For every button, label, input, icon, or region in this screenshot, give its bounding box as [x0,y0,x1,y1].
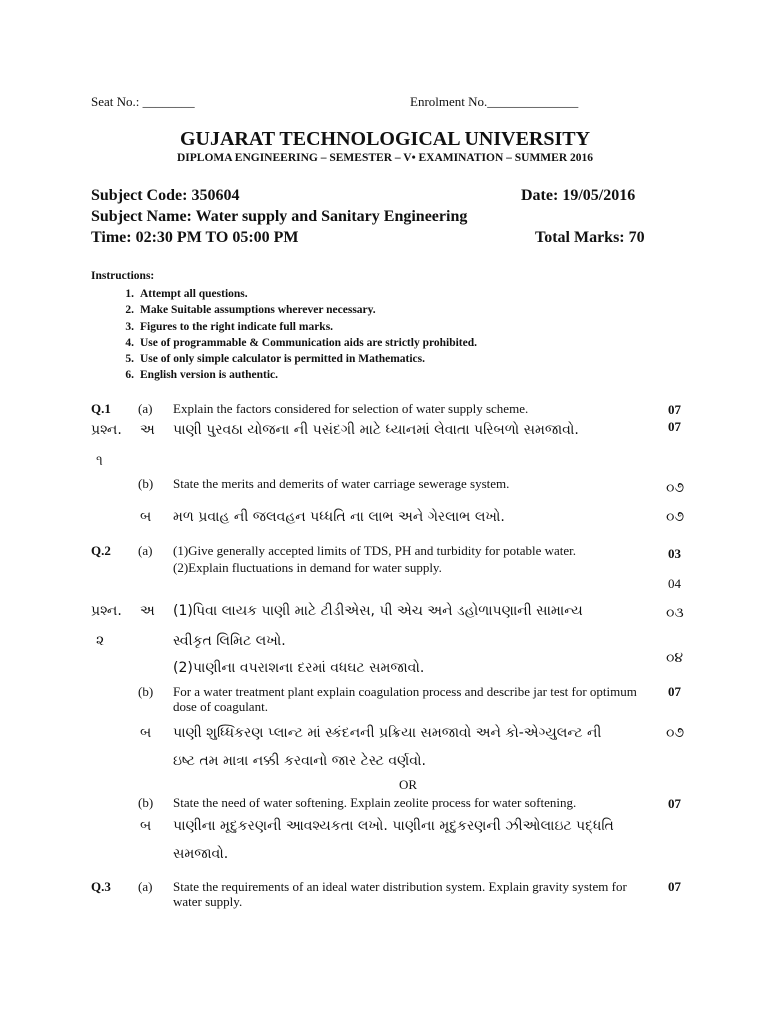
instructions-heading: Instructions: [91,270,155,282]
instruction-item: 6. English version is authentic. [125,369,279,382]
q1-a-label-gu: અ [140,422,155,438]
seat-no: Seat No.: ________ [91,94,195,109]
q2-label: Q.2 [91,543,111,558]
q2-b-text: For a water treatment plant explain coagulation process and describe jar test for optimum dose of coagulant. [173,684,637,714]
q2-a-text2: (2)Explain fluctuations in demand for water supply. [173,560,442,575]
q2-a-marks-gu1: ૦૩ [666,605,684,621]
exam-time: Time: 02:30 PM TO 05:00 PM [91,229,299,246]
q1-b-text-gu: મળ પ્રવાહ ની જલવહન પધ્ધતિ ના લાભ અને ગેરલાભ લખો. [173,509,505,525]
q2-num-gu: ૨ [96,633,105,649]
q2-a-marks-gu2: ૦૪ [666,650,684,666]
q1-a-text-gu: પાણી પુરવઠા યોજના ની પસંદગી માટે ધ્યાનમાં લેવાતા પરિબળો સમજાવો. [173,422,579,438]
q2-b-marks-gu: ૦૭ [666,725,685,741]
q2-a-marks1: 03 [668,546,681,561]
q1-label: Q.1 [91,401,111,416]
subject-name: Subject Name: Water supply and Sanitary Engineering [91,208,468,225]
q1-b-text: State the merits and demerits of water carriage sewerage system. [173,476,510,491]
q2-b2-text-gu1: પાણીના મૃદુકરણની આવશ્યકતા લખો. પાણીના મૃદુકરણની ઝીઓલાઇટ પદ્ધતિ [173,818,614,834]
q2-b-text-gu1: પાણી શુધ્ધિકરણ પ્લાન્ટ માં સ્કંદનની પ્રક્રિયા સમજાવો અને કો-એગ્યુલન્ટ ની [173,725,602,741]
q1-a-marks: 07 [668,402,681,417]
q2-b-label-gu: બ [140,725,152,741]
exam-title: DIPLOMA ENGINEERING – SEMESTER – V• EXAMINATION – SUMMER 2016 [176,152,594,164]
exam-date: Date: 19/05/2016 [521,187,636,204]
instruction-item: 5. Use of only simple calculator is permitted in Mathematics. [125,353,426,366]
enrolment-no: Enrolment No.______________ [410,94,579,109]
q2-label-gu: પ્રશ્ન. [91,603,122,619]
q3-a-label: (a) [138,879,153,894]
q1-a-text: Explain the factors considered for selection of water supply scheme. [173,401,529,416]
total-marks: Total Marks: 70 [535,229,645,246]
q2-b2-text-gu2: સમજાવો. [173,846,229,862]
q1-num-gu: ૧ [96,453,103,469]
q1-b-label-gu: બ [140,509,152,525]
instruction-item: 2. Make Suitable assumptions wherever necessary. [125,304,376,317]
q1-a-marks-gu: 07 [668,419,681,434]
instruction-item: 1. Attempt all questions. [125,288,248,300]
q2-b-text-gu2: ઇષ્ટ તમ માત્રા નક્કી કરવાનો જાર ટેસ્ટ વર્ણવો. [173,753,426,769]
q2-a-text-gu1: (1)પિવા લાયક પાણી માટે ટીડીએસ, પી એચ અને ડહોળાપણાની સામાન્ય [173,603,583,619]
q2-a-text-gu2: (2)પાણીના વપરાશના દરમાં વધઘટ સમજાવો. [173,660,425,676]
instruction-item: 4. Use of programmable & Communication aids are strictly prohibited. [125,336,477,349]
q2-b2-marks: 07 [668,796,681,811]
q2-a-label-gu: અ [140,603,155,619]
instruction-item: 3. Figures to the right indicate full marks. [125,320,334,333]
q1-a-label: (a) [138,401,153,416]
q1-b-marks: ૦૭ [666,480,685,496]
university-title: GUJARAT TECHNOLOGICAL UNIVERSITY [179,128,591,150]
q2-b-label: (b) [138,684,154,699]
q2-b-marks: 07 [668,684,681,699]
q1-label-gu: પ્રશ્ન. [91,422,122,438]
q3-label: Q.3 [91,879,111,894]
q1-b-label: (b) [138,476,154,491]
q3-a-marks: 07 [668,879,681,894]
q2-a-marks2: 04 [668,576,681,591]
q2-b2-label: (b) [138,795,154,810]
q2-b2-label-gu: બ [140,818,152,834]
instructions-list [100,286,477,384]
q2-b2-text: State the need of water softening. Explain zeolite process for water softening. [173,795,577,810]
q3-a-text: State the requirements of an ideal water distribution system. Explain gravity system for water supply. [173,879,627,909]
q1-b-marks-gu: ૦૭ [666,509,685,525]
q2-a-text-gu1b: સ્વીકૃત લિમિટ લખો. [173,633,286,649]
or-separator: OR [399,777,418,792]
q2-a-text1: (1)Give generally accepted limits of TDS, PH and turbidity for potable water. [173,543,577,558]
q2-a-label: (a) [138,543,153,558]
subject-code: Subject Code: 350604 [91,187,240,204]
